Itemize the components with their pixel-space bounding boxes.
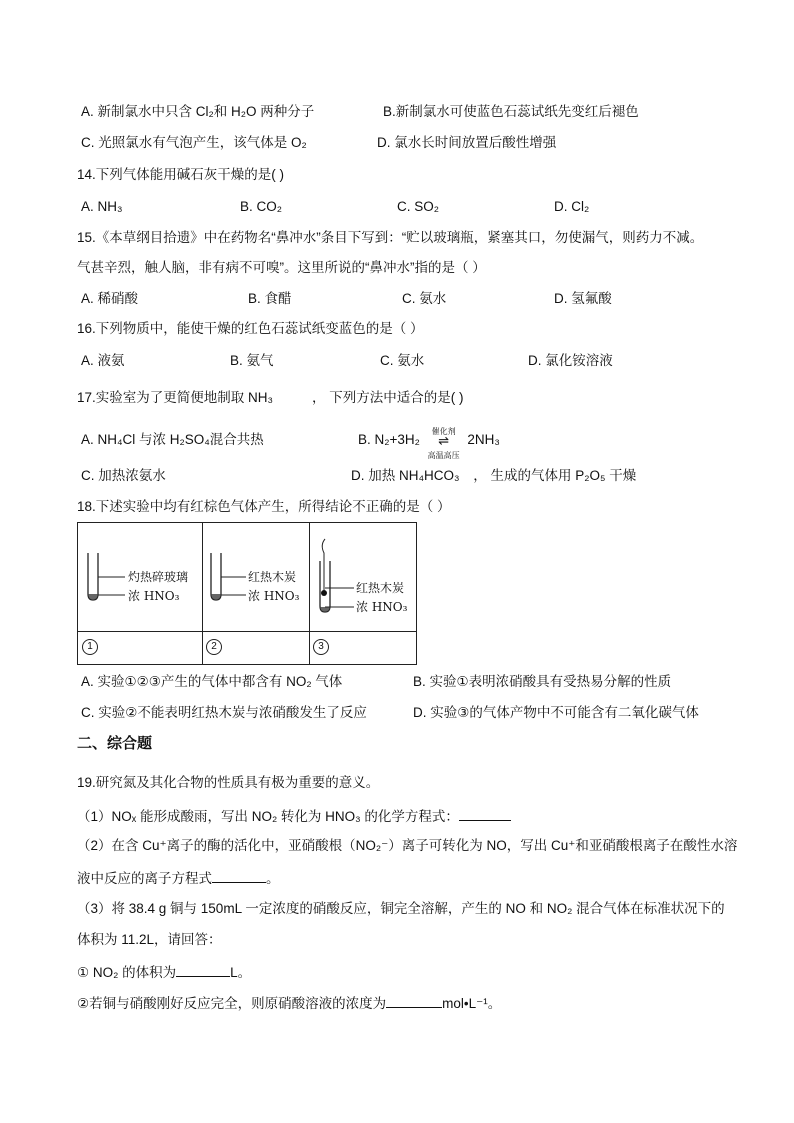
q19-stem: 19.研究氮及其化合物的性质具有极为重要的意义。 bbox=[77, 775, 380, 790]
test-tube-2-icon bbox=[211, 553, 246, 600]
answer-blank[interactable] bbox=[459, 806, 511, 821]
q17-stem-part1: 17.实验室为了更简便地制取 NH₃ bbox=[77, 390, 274, 405]
q15-option-b: B. 食醋 bbox=[248, 291, 292, 306]
q19-part2-end: 。 bbox=[266, 871, 280, 886]
q13-option-a: A. 新制氯水中只含 Cl₂和 H₂O 两种分子 bbox=[81, 104, 315, 119]
exp3-label-carbon: 红热木炭 bbox=[356, 581, 405, 595]
exp2-label-carbon: 红热木炭 bbox=[248, 570, 297, 584]
q19-sub2-text: ②若铜与硝酸刚好反应完全，则原硝酸溶液的浓度为 bbox=[77, 996, 387, 1011]
q16-option-b: B. 氨气 bbox=[230, 353, 274, 368]
experiment-number-1: 1 bbox=[82, 639, 98, 655]
experiment-figure-table bbox=[77, 522, 417, 665]
q19-sub1-unit: L。 bbox=[230, 965, 252, 980]
q19-part2-line1: （2）在含 Cu⁺离子的酶的活化中，亚硝酸根（NO₂⁻）离子可转化为 NO，写出 Cu⁺和亚硝酸根离子在酸性水溶 bbox=[77, 838, 738, 853]
q17-option-d-part1: D. 加热 NH₄HCO₃ bbox=[351, 468, 460, 483]
q19-sub1 bbox=[77, 962, 251, 982]
q19-part2-line2 bbox=[77, 868, 280, 888]
q13-option-c: C. 光照氯水有气泡产生，该气体是 O₂ bbox=[81, 135, 307, 150]
q17-option-d-part2: ， 生成的气体用 P₂O₅ 干燥 bbox=[473, 468, 637, 483]
q19-sub2-unit: mol•L⁻¹。 bbox=[442, 996, 502, 1011]
q14-option-b: B. CO₂ bbox=[240, 199, 282, 214]
q17-option-c: C. 加热浓氨水 bbox=[81, 468, 166, 483]
q18-option-c: C. 实验②不能表明红热木炭与浓硝酸发生了反应 bbox=[81, 705, 367, 720]
answer-blank[interactable] bbox=[386, 993, 442, 1008]
test-tube-3-icon bbox=[320, 539, 354, 612]
q15-stem-line2: 气甚辛烈，触人脑，非有病不可嗅”。这里所说的“鼻冲水”指的是（ ） bbox=[77, 260, 486, 275]
q17-option-b-product: 2NH₃ bbox=[467, 432, 500, 447]
q16-stem: 16.下列物质中，能使干燥的红色石蕊试纸变蓝色的是（ ） bbox=[77, 321, 424, 336]
q19-sub1-text: ① NO₂ 的体积为 bbox=[77, 965, 177, 980]
experiment-number-2: 2 bbox=[206, 639, 222, 655]
q14-option-c: C. SO₂ bbox=[397, 199, 439, 214]
q18-stem: 18.下述实验中均有红棕色气体产生，所得结论不正确的是（ ） bbox=[77, 499, 451, 514]
q19-part3-line2: 体积为 11.2L，请回答： bbox=[77, 932, 222, 947]
q19-part1-text: （1）NOₓ 能形成酸雨，写出 NO₂ 转化为 HNO₃ 的化学方程式： bbox=[77, 809, 459, 824]
q16-option-c: C. 氨水 bbox=[380, 353, 425, 368]
q17-option-d bbox=[351, 467, 636, 485]
q13-option-d: D. 氯水长时间放置后酸性增强 bbox=[377, 135, 557, 150]
exp1-label-acid: 浓 HNO₃ bbox=[128, 589, 180, 603]
answer-blank[interactable] bbox=[212, 868, 266, 883]
q16-option-d: D. 氯化铵溶液 bbox=[528, 353, 613, 368]
section-heading: 二、综合题 bbox=[77, 735, 153, 752]
q18-option-a: A. 实验①②③产生的气体中都含有 NO₂ 气体 bbox=[81, 674, 343, 689]
exp1-label-glass: 灼热碎玻璃 bbox=[128, 570, 189, 584]
q18-option-b: B. 实验①表明浓硝酸具有受热易分解的性质 bbox=[413, 674, 672, 689]
experiment-number-3: 3 bbox=[313, 639, 329, 655]
test-tube-1-icon bbox=[88, 553, 125, 600]
exp2-label-acid: 浓 HNO₃ bbox=[248, 589, 300, 603]
reversible-arrow-icon: ⇌ bbox=[438, 433, 450, 449]
answer-blank[interactable] bbox=[176, 962, 230, 977]
q16-option-a: A. 液氨 bbox=[81, 353, 125, 368]
q15-stem-line1: 15.《本草纲目拾遗》中在药物名“鼻冲水”条目下写到：“贮以玻璃瓶，紧塞其口，勿使漏气，则药力不减。 bbox=[77, 230, 704, 245]
equilibrium-arrow bbox=[424, 427, 464, 461]
q15-option-a: A. 稀硝酸 bbox=[81, 291, 139, 306]
q15-option-c: C. 氨水 bbox=[402, 291, 447, 306]
q17-option-a: A. NH₄Cl 与浓 H₂SO₄混合共热 bbox=[81, 432, 264, 447]
exp3-label-acid: 浓 HNO₃ bbox=[356, 600, 408, 614]
q18-option-d: D. 实验③的气体产物中不可能含有二氧化碳气体 bbox=[413, 705, 699, 720]
catalyst-label: 催化剂 bbox=[431, 427, 456, 437]
q14-stem: 14.下列气体能用碱石灰干燥的是( ) bbox=[77, 167, 285, 182]
q15-option-d: D. 氢氟酸 bbox=[554, 291, 612, 306]
q14-option-d: D. Cl₂ bbox=[554, 199, 590, 214]
condition-label: 高温高压 bbox=[427, 451, 460, 461]
number-row-divider bbox=[78, 631, 416, 632]
q19-part3-line1: （3）将 38.4 g 铜与 150mL 一定浓度的硝酸反应，铜完全溶解，产生的 NO 和 NO₂ 混合气体在标准状况下的 bbox=[77, 901, 725, 916]
q17-option-b-reactants: B. N₂+3H₂ bbox=[358, 432, 420, 447]
q13-option-b: B.新制氯水可使蓝色石蕊试纸先变红后褪色 bbox=[383, 104, 639, 119]
q19-part2-text: 液中反应的离子方程式 bbox=[77, 871, 212, 886]
q17-option-b bbox=[358, 427, 500, 461]
q19-part1 bbox=[77, 806, 511, 826]
q14-option-a: A. NH₃ bbox=[81, 199, 123, 214]
q17-stem-part2: ， 下列方法中适合的是( ) bbox=[312, 390, 464, 405]
q19-sub2 bbox=[77, 993, 501, 1013]
